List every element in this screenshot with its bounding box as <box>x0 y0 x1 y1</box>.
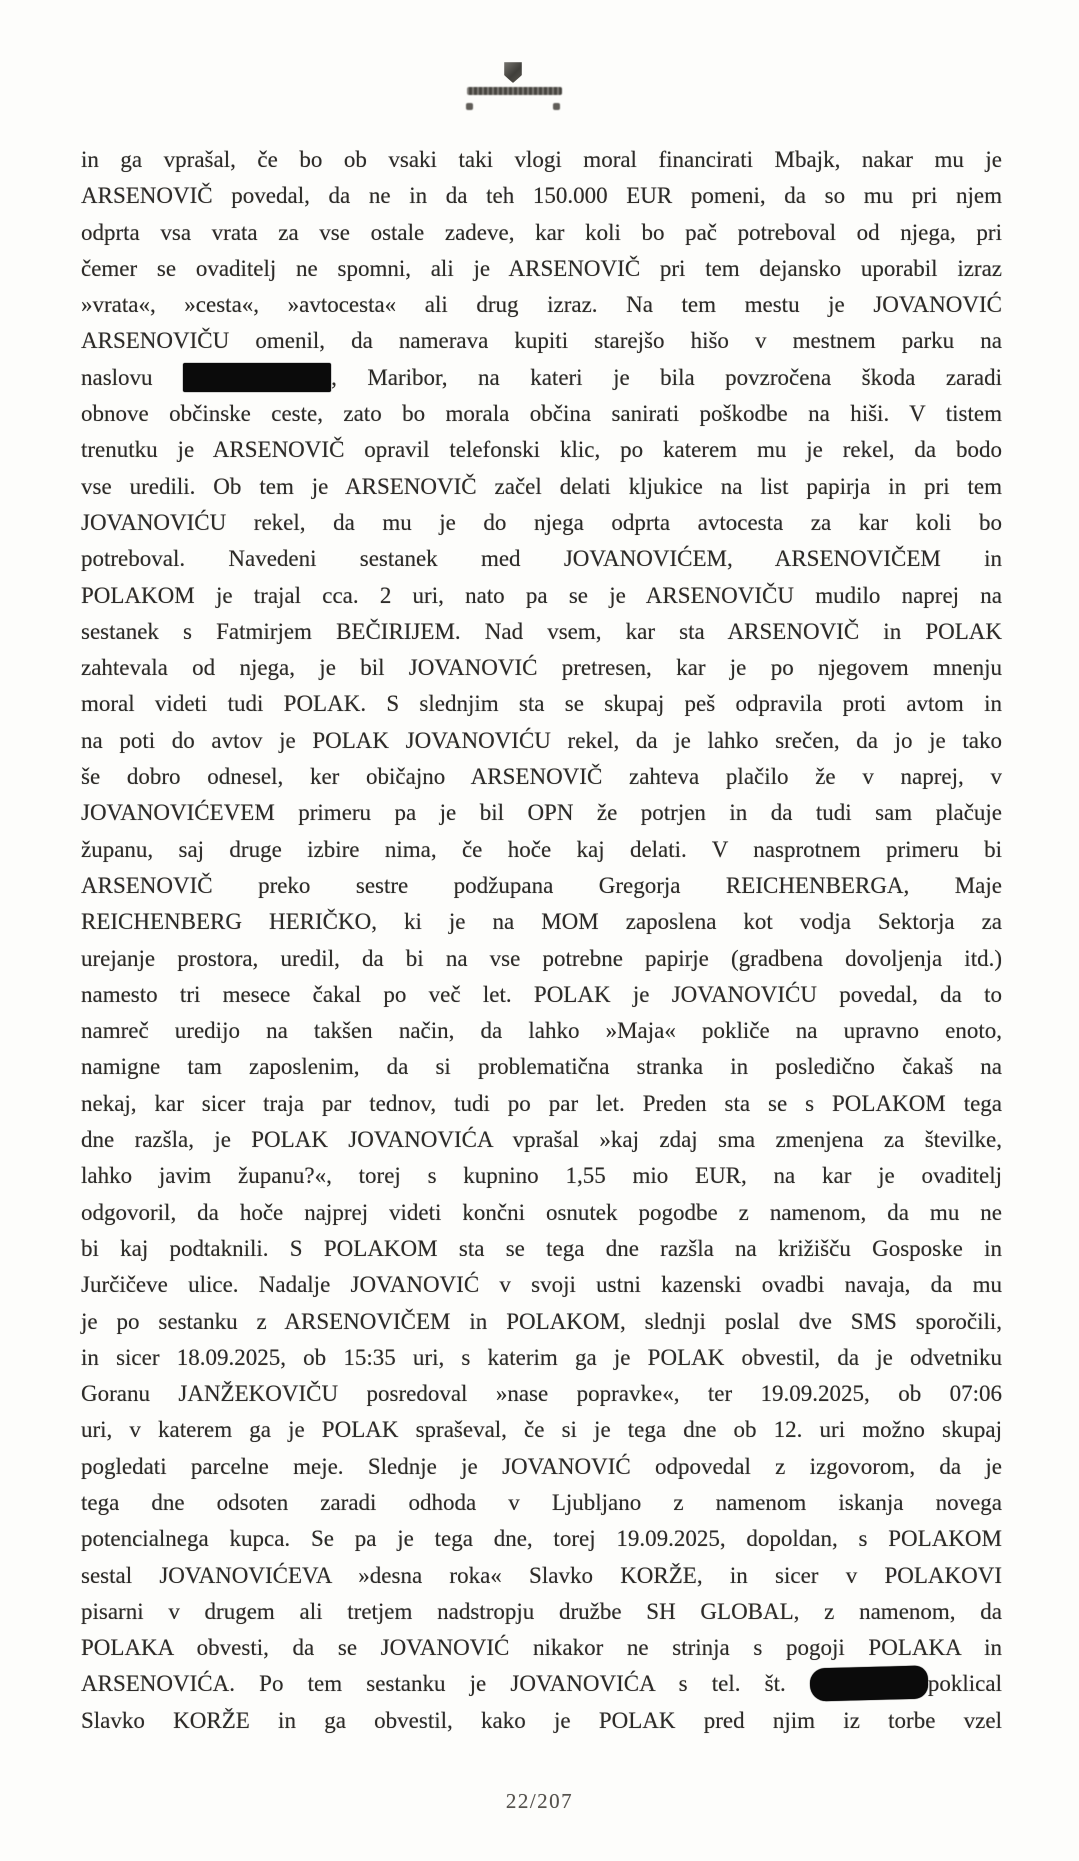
text-segment: POLAKOM je trajal cca. 2 uri, nato pa se je ARSENOVIČU mudilo naprej na <box>81 582 1002 608</box>
text-segment: in sicer 18.09.2025, ob 15:35 uri, s katerim ga je POLAK obvestil, da je odvetniku <box>81 1344 1002 1370</box>
letterhead-blurred-text-bar <box>467 87 562 95</box>
text-segment: namigne tam zaposlenim, da si problematična stranka in posledično čakaš na <box>81 1054 1002 1080</box>
text-line <box>81 469 1002 505</box>
text-line <box>81 832 1002 868</box>
text-line <box>81 904 1002 940</box>
text-segment: moral videti tudi POLAK. S slednjim sta se skupaj peš odpravila proti avtom in <box>81 691 1002 717</box>
text-segment: še dobro odnesel, ker običajno ARSENOVIČ zahteva plačilo že v naprej, v <box>81 764 1002 790</box>
text-line <box>81 1412 1002 1448</box>
text-segment: trenutku je ARSENOVIČ opravil telefonski klic, po katerem mu je rekel, da bodo <box>81 437 1002 463</box>
text-segment: nekaj, kar sicer traja par tednov, tudi po par let. Preden sta se s POLAKOM tega <box>81 1090 1002 1116</box>
text-line <box>81 1049 1002 1085</box>
text-line <box>81 1013 1002 1049</box>
text-line <box>81 578 1002 614</box>
text-segment: potreboval. Navedeni sestanek med JOVANOVIĆEM, ARSENOVIČEM in <box>81 546 1002 572</box>
text-segment: uri, v katerem ga je POLAK spraševal, če si je tega dne ob 12. uri možno skupaj <box>81 1417 1002 1443</box>
text-line <box>81 1594 1002 1630</box>
text-segment: županu, saj druge izbire nima, če hoče kaj delati. V nasprotnem primeru bi <box>81 836 1002 862</box>
text-segment: Slavko KORŽE in ga obvestil, kako je POLAK pred njim iz torbe vzel <box>81 1707 1002 1733</box>
text-segment: namreč uredijo na takšen način, da lahko »Maja« pokliče na upravno enoto, <box>81 1018 1002 1044</box>
text-segment: obnove občinske ceste, zato bo morala občina sanirati poškodbe na hiši. V tistem <box>81 401 1002 427</box>
letterhead-emblem <box>460 60 570 115</box>
text-segment: zahtevala od njega, je bil JOVANOVIĆ pretresen, kar je po njegovem mnenju <box>81 655 1002 681</box>
text-line <box>81 977 1002 1013</box>
text-segment: urejanje prostora, uredil, da bi na vse potrebne papirje (gradbena dovoljenja itd.) <box>81 945 1002 971</box>
text-line <box>81 360 1002 396</box>
text-segment: REICHENBERG HERIČKO, ki je na MOM zaposlena kot vodja Sektorja za <box>81 909 1002 935</box>
text-line <box>81 686 1002 722</box>
text-segment: vse uredili. Ob tem je ARSENOVIČ začel delati kljukice na list papirja in pri tem <box>81 473 1002 499</box>
text-line <box>81 251 1002 287</box>
text-line <box>81 1158 1002 1194</box>
letterhead-mark-right <box>553 103 560 110</box>
text-segment: ARSENOVIČ povedal, da ne in da teh 150.000 EUR pomeni, da so mu pri njem <box>81 183 1002 209</box>
text-segment: »vrata«, »cesta«, »avtocesta« ali drug izraz. Na tem mestu je JOVANOVIĆ <box>81 292 1002 318</box>
text-line <box>81 396 1002 432</box>
text-line <box>81 1267 1002 1303</box>
text-segment: čemer se ovaditelj ne spomni, ali je ARSENOVIČ pri tem dejansko uporabil izraz <box>81 255 1002 281</box>
text-line <box>81 1703 1002 1739</box>
text-segment: in ga vprašal, če bo ob vsaki taki vlogi moral financirati Mbajk, nakar mu je <box>81 147 1002 172</box>
text-segment: poklical <box>927 1671 1002 1697</box>
text-segment: Jurčičeve ulice. Nadalje JOVANOVIĆ v svoji ustni kazenski ovadbi navaja, da mu <box>81 1272 1002 1298</box>
text-line <box>81 1666 1002 1702</box>
text-line <box>81 142 1002 178</box>
text-segment: dne razšla, je POLAK JOVANOVIĆA vprašal »kaj zdaj sma zmenjena za številke, <box>81 1127 1002 1153</box>
text-line <box>81 795 1002 831</box>
text-line <box>81 1558 1002 1594</box>
text-segment: ARSENOVIĆA. Po tem sestanku je JOVANOVIĆA s tel. št. <box>81 1671 810 1697</box>
text-segment: POLAKA obvesti, da se JOVANOVIĆ nikakor ne strinja s pogoji POLAKA in <box>81 1635 1002 1661</box>
text-line <box>81 505 1002 541</box>
text-line <box>81 1630 1002 1666</box>
text-line <box>81 1122 1002 1158</box>
text-line <box>81 215 1002 251</box>
text-segment: na poti do avtov je POLAK JOVANOVIĆU rekel, da je lahko srečen, da jo je tako <box>81 727 1002 753</box>
text-segment: pogledati parcelne meje. Slednje je JOVANOVIĆ odpovedal z izgovorom, da je <box>81 1453 1002 1479</box>
text-line <box>81 759 1002 795</box>
text-line <box>81 1449 1002 1485</box>
text-segment: JOVANOVIĆEVEM primeru pa je bil OPN že potrjen in da tudi sam plačuje <box>81 800 1002 826</box>
text-line <box>81 1521 1002 1557</box>
text-segment: potencialnega kupca. Se pa je tega dne, torej 19.09.2025, dopoldan, s POLAKOM <box>81 1526 1002 1552</box>
redaction-box <box>183 363 331 392</box>
text-segment: pisarni v drugem ali tretjem nadstropju družbe SH GLOBAL, z namenom, da <box>81 1598 1002 1624</box>
text-segment: naslovu <box>81 364 184 390</box>
text-line <box>81 1195 1002 1231</box>
page-number: 22/207 <box>505 1789 574 1813</box>
text-line <box>81 1304 1002 1340</box>
text-segment: ARSENOVIČU omenil, da namerava kupiti starejšo hišo v mestnem parku na <box>81 328 1002 354</box>
text-line <box>81 614 1002 650</box>
text-line <box>81 323 1002 359</box>
text-line <box>81 541 1002 577</box>
redaction-box <box>809 1666 928 1702</box>
text-segment: ARSENOVIČ preko sestre podžupana Gregorja REICHENBERGA, Maje <box>81 872 1002 898</box>
text-segment: lahko javim županu?«, torej s kupnino 1,55 mio EUR, na kar je ovaditelj <box>81 1163 1002 1189</box>
text-segment: sestanek s Fatmirjem BEČIRIJEM. Nad vsem, kar sta ARSENOVIČ in POLAK <box>81 618 1002 644</box>
text-segment: , Maribor, na kateri je bila povzročena škoda zaradi <box>331 364 1002 390</box>
text-line <box>81 287 1002 323</box>
letterhead-mark-left <box>466 103 473 110</box>
text-line <box>81 1086 1002 1122</box>
text-segment: odgovoril, da hoče najprej videti končni osnutek pogodbe z namenom, da mu ne <box>81 1199 1002 1225</box>
text-line <box>81 1376 1002 1412</box>
text-line <box>81 178 1002 214</box>
text-line <box>81 723 1002 759</box>
text-line <box>81 1485 1002 1521</box>
text-line <box>81 650 1002 686</box>
text-line <box>81 1340 1002 1376</box>
text-segment: namesto tri mesece čakal po več let. POLAK je JOVANOVIĆU povedal, da to <box>81 981 1002 1007</box>
text-segment: odprta vsa vrata za vse ostale zadeve, kar koli bo pač potreboval od njega, pri <box>81 219 1002 245</box>
text-segment: Goranu JANŽEKOVIČU posredoval »nase popravke«, ter 19.09.2025, ob 07:06 <box>81 1381 1002 1407</box>
text-segment: sestal JOVANOVIĆEVA »desna roka« Slavko KORŽE, in sicer v POLAKOVI <box>81 1562 1002 1588</box>
text-block <box>81 142 1002 1739</box>
text-segment: je po sestanku z ARSENOVIČEM in POLAKOM, slednji poslal dve SMS sporočili, <box>81 1308 1002 1334</box>
coat-of-arms-icon <box>504 62 522 83</box>
text-segment: bi kaj podtaknili. S POLAKOM sta se tega dne razšla na križišču Gosposke in <box>81 1235 1002 1261</box>
text-line <box>81 941 1002 977</box>
text-line <box>81 432 1002 468</box>
text-line <box>81 868 1002 904</box>
text-segment: JOVANOVIĆU rekel, da mu je do njega odprta avtocesta za kar koli bo <box>81 509 1002 535</box>
text-segment: tega dne odsoten zaradi odhoda v Ljubljano z namenom iskanja novega <box>81 1489 1002 1515</box>
text-line <box>81 1231 1002 1267</box>
